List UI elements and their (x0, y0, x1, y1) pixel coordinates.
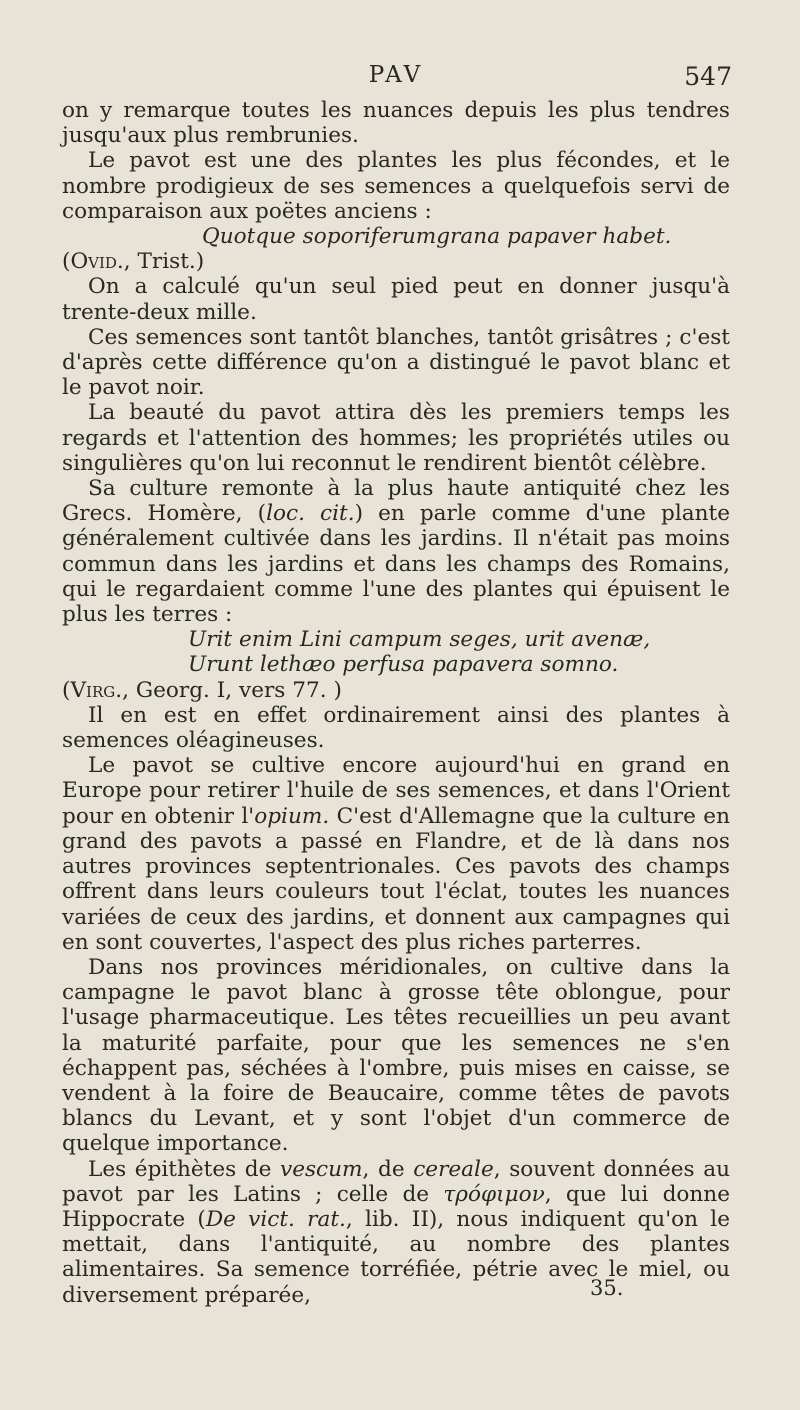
text-run: Il en est en effet ordinairement ainsi des plantes à semences oléagineuses. (62, 702, 730, 754)
text-run: Sa culture remonte à la plus haute antiquité chez les Grecs. Homère, ( (62, 476, 730, 527)
text-run: ) en parle comme d'une plante généralement cultivée dans les jardins. Il n'était pas moins commun dans les jardins et dans les champs des Romains, qui le regardaient comme l'une des plantes qui épuisent le plus les terres : (62, 501, 730, 628)
paragraph (62, 476, 730, 627)
text-run: , souvent données au pavot par les Latins ; celle de (62, 1156, 730, 1207)
text-run: ( (62, 677, 71, 703)
italic-text: De vict. rat. (205, 1206, 346, 1232)
text-run: Le pavot est une des plantes les plus fécondes, et le nombre prodigieux de ses semences a quelquefois servi de comparaison aux poëtes anciens : (62, 148, 730, 224)
page-body (62, 98, 730, 1308)
text-run: , que lui donne Hippocrate ( (62, 1181, 730, 1232)
italic-text: cereale (413, 1156, 494, 1182)
italic-text: vescum (280, 1156, 363, 1182)
small-caps-text: Virg. (70, 677, 123, 703)
italic-text: τρόφιμον (443, 1181, 545, 1207)
paragraph (62, 98, 730, 148)
paragraph (62, 325, 730, 401)
text-run: Le pavot se cultive encore aujourd'hui en grand en Europe pour retirer l'huile de ses semences, et dans l'Orient pour en obtenir l' (62, 753, 730, 829)
text-run: , Georg. I, vers 77. ) (122, 677, 342, 703)
text-run: La beauté du pavot attira dès les premiers temps les regards et l'attention des hommes; les propriétés utiles ou singulières qu'on lui reconnut le rendirent bientôt célèbre. (62, 400, 730, 476)
paragraph (62, 753, 730, 955)
text-run: , lib. II), nous indiquent qu'on le mettait, dans l'antiquité, au nombre des plantes alimentaires. Sa semence torréfiée, pétrie avec le miel, ou diversement préparée, (62, 1206, 730, 1308)
text-run: , Trist.) (123, 249, 205, 275)
text-run: Dans nos provinces méridionales, on cultive dans la campagne le pavot blanc à grosse tête oblongue, pour l'usage pharmaceutique. Les têtes recueillies un peu avant la maturité parfaite, pour que les semences ne s'en échappent pas, séchées à l'ombre, puis mises en caisse, se vendent à la foire de Beaucaire, comme têtes de pavots blancs du Levant, et y sont l'objet d'un commerce de quelque importance. (62, 954, 730, 1157)
paragraph (62, 148, 730, 224)
page-number: 547 (684, 62, 732, 91)
italic-text: loc. cit. (266, 501, 355, 527)
text-run: On a calculé qu'un seul pied peut en donner jusqu'à trente-deux mille. (62, 274, 730, 325)
paragraph (62, 274, 730, 324)
verse-quote-line: Urunt lethæo perfusa papavera somno. (188, 652, 619, 678)
text-run: ( (62, 249, 71, 275)
paragraph (62, 955, 730, 1157)
paragraph (62, 1157, 730, 1308)
small-caps-text: Ovid. (70, 249, 124, 275)
italic-text: opium. (254, 803, 330, 829)
quote-citation (62, 249, 730, 274)
text-run: Les épithètes de (88, 1156, 280, 1182)
paragraph (62, 703, 730, 753)
running-head: PAV (368, 62, 424, 88)
page-header (60, 62, 732, 98)
paragraph (62, 400, 730, 476)
quote-citation (62, 678, 730, 703)
text-run: Ces semences sont tantôt blanches, tantôt grisâtres ; c'est d'après cette différence qu'on a distingué le pavot blanc et le pavot noir. (62, 324, 730, 401)
text-run: , de (362, 1156, 414, 1182)
verse-quote-line: Quotque soporiferumgrana papaver habet. (202, 224, 672, 250)
text-run: C'est d'Allemagne que la culture en grand des pavots a passé en Flandre, et de là dans nos autres provinces septentrionales. Ces pavots des champs offrent dans leurs couleurs tout l'éclat, toutes les nuances variées de ceux des jardins, et donnent aux campagnes qui en sont couvertes, l'aspect des plus riches parterres. (62, 803, 730, 955)
text-run: on y remarque toutes les nuances depuis les plus tendres jusqu'aux plus rembrunies. (62, 98, 730, 149)
signature-mark: 35. (590, 1276, 624, 1300)
verse-quote-line: Urit enim Lini campum seges, urit avenæ, (188, 627, 651, 653)
